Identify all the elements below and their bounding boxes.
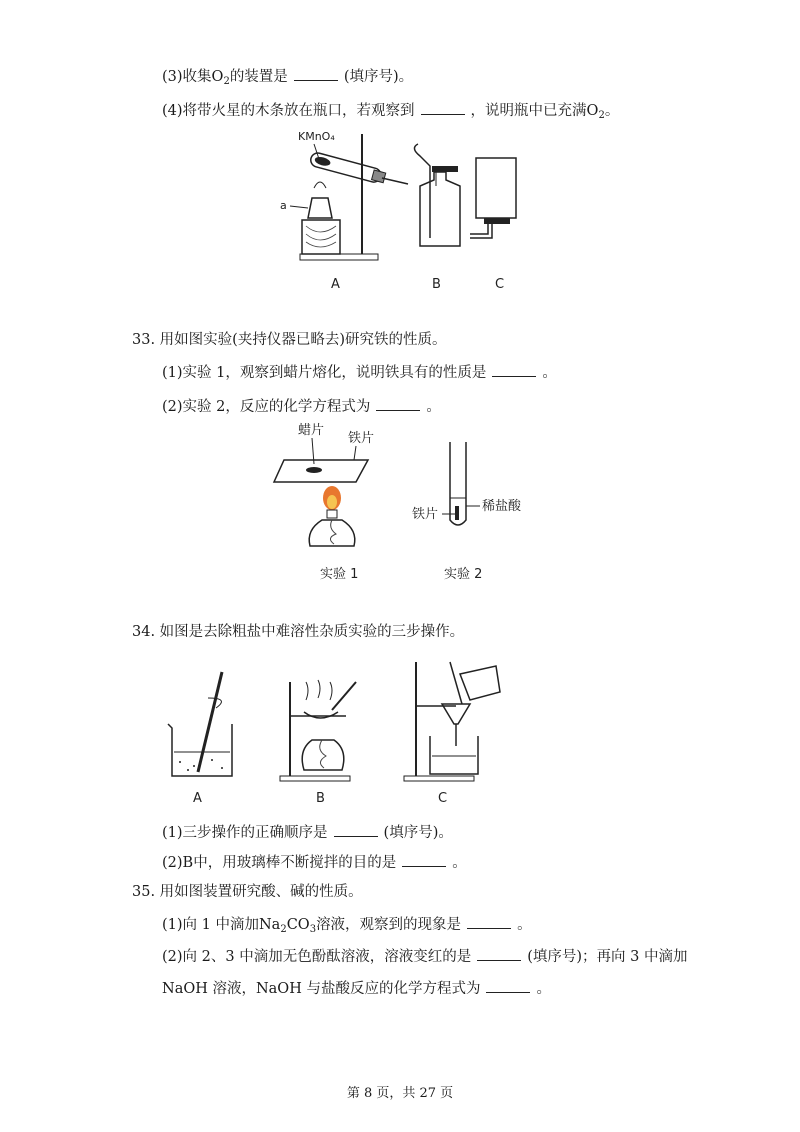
answer-blank[interactable] — [492, 362, 536, 377]
q34-stem: 34. 如图是去除粗盐中难溶性杂质实验的三步操作。 — [132, 624, 465, 640]
label-B: B — [432, 277, 441, 292]
salt-purification-figure — [160, 652, 520, 812]
iron-label-1: 铁片 — [348, 431, 375, 446]
wax-label: 蜡片 — [298, 423, 325, 438]
q33-stem: 33. 用如图实验(夹持仪器已略去)研究铁的性质。 — [132, 332, 447, 348]
kmno4-label: KMnO₄ — [298, 130, 335, 143]
answer-blank[interactable] — [402, 852, 446, 867]
q32-part4: (4)将带火星的木条放在瓶口，若观察到 ，说明瓶中已充满$O_2$。 — [162, 100, 619, 126]
q34-part1: (1)三步操作的正确顺序是 (填序号)。 — [162, 822, 453, 843]
experiment-2-label: 实验 2 — [444, 567, 483, 582]
oxygen-apparatus-figure — [270, 126, 540, 296]
answer-blank[interactable] — [477, 946, 521, 961]
q33-part1: (1)实验 1，观察到蜡片熔化，说明铁具有的性质是 。 — [162, 362, 557, 383]
answer-blank[interactable] — [486, 978, 530, 993]
answer-blank[interactable] — [294, 66, 338, 81]
q35-part2: (2)向 2、3 中滴加无色酚酞溶液，溶液变红的是 (填序号)；再向 3 中滴加 — [162, 946, 687, 967]
iron-label-2: 铁片 — [412, 507, 439, 522]
q34-part2: (2)B中，用玻璃棒不断搅拌的目的是 。 — [162, 852, 467, 873]
answer-blank[interactable] — [467, 914, 511, 929]
q33-part2: (2)实验 2，反应的化学方程式为 。 — [162, 396, 441, 417]
page-footer: 第 8 页，共 27 页 — [346, 1086, 454, 1101]
q35-part3: NaOH 溶液，NaOH 与盐酸反应的化学方程式为 。 — [162, 978, 551, 999]
label-A: A — [331, 277, 340, 292]
label-C: C — [438, 791, 448, 806]
label-B: B — [316, 791, 325, 806]
answer-blank[interactable] — [334, 822, 378, 837]
answer-blank[interactable] — [421, 100, 465, 115]
q35-stem: 35. 用如图装置研究酸、碱的性质。 — [132, 884, 363, 900]
q35-part1: (1)向 1 中滴加$Na_2CO_3$溶液，观察到的现象是 。 — [162, 914, 532, 940]
label-A: A — [193, 791, 202, 806]
label-a: a — [280, 199, 287, 212]
experiment-1-label: 实验 1 — [320, 567, 359, 582]
answer-blank[interactable] — [376, 396, 420, 411]
iron-experiment-figure — [270, 420, 550, 590]
label-C: C — [495, 277, 505, 292]
q32-part3: (3)收集$O_2$的装置是 (填序号)。 — [162, 66, 413, 92]
acid-label: 稀盐酸 — [482, 499, 522, 514]
